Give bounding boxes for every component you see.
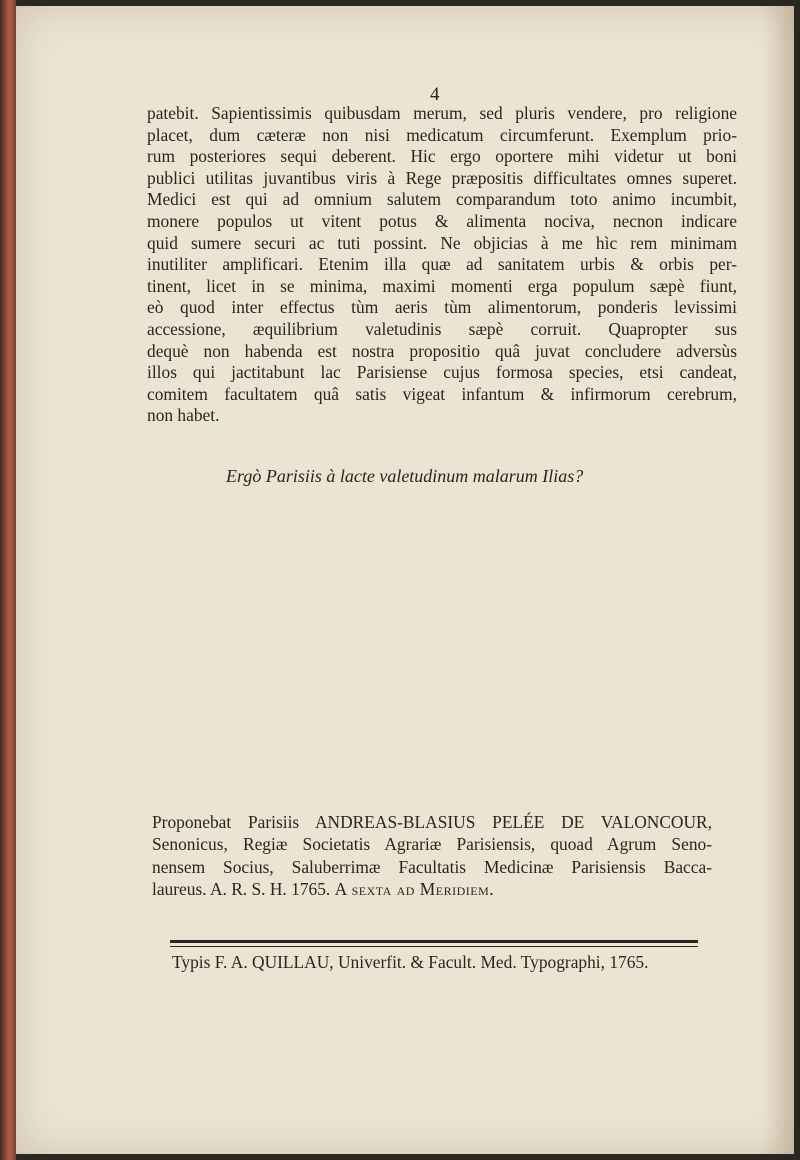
thick-rule bbox=[170, 940, 698, 943]
printer-imprint: Typis F. A. QUILLAU, Univerfit. & Facult. Med. Typographi, 1765. bbox=[172, 952, 649, 972]
proponent-line: Senonicus, Regiæ Societatis Agrariæ Parisiensis, quoad Agrum Seno- bbox=[152, 834, 712, 855]
thesis-question: Ergò Parisiis à lacte valetudinum malarum Ilias? bbox=[226, 466, 584, 486]
body-line: comitem facultatem quâ satis vigeat infantum & infirmorum cerebrum, bbox=[147, 383, 737, 404]
body-paragraph bbox=[147, 103, 737, 427]
proponent-paragraph bbox=[152, 811, 712, 901]
body-line: non habet. bbox=[147, 405, 220, 426]
body-line: publici utilitas juvantibus viris à Rege præpositis difficultates omnes superet. bbox=[147, 167, 737, 188]
body-line: patebit. Sapientissimis quibusdam merum, sed pluris vendere, pro religione bbox=[147, 103, 737, 123]
body-line: accessione, æquilibrium valetudinis sæpè corruit. Quapropter sus bbox=[147, 318, 737, 339]
body-line: quid sumere securi ac tuti possint. Ne objicias à me hìc rem minimam bbox=[147, 232, 737, 253]
proponent-line: nensem Socius, Saluberrimæ Facultatis Medicinæ Parisiensis Bacca- bbox=[152, 856, 712, 877]
body-line: monere populos ut vitent potus & alimenta nociva, necnon indicare bbox=[147, 210, 737, 231]
proponent-line bbox=[152, 878, 712, 900]
body-line: tinent, licet in se minima, maximi momenti erga populum sæpè fiunt, bbox=[147, 275, 737, 296]
body-line: dequè non habenda est nostra propositio quâ juvat concludere adversùs bbox=[147, 340, 737, 361]
body-line: illos qui jactitabunt lac Parisiense cujus formosa species, etsi candeat, bbox=[147, 362, 737, 383]
proponent-line: Proponebat Parisiis ANDREAS-BLASIUS PELÉE DE VALONCOUR, bbox=[152, 812, 712, 832]
body-line: inutiliter amplificari. Etenim illa quæ ad sanitatem urbis & orbis per- bbox=[147, 254, 737, 275]
body-line: rum posteriores sequi deberent. Hic ergo oportere mihi videtur ut boni bbox=[147, 146, 737, 167]
body-line: Medici est qui ad omnium salutem comparandum toto animo incumbit, bbox=[147, 189, 737, 210]
disputation-time: A sexta ad Meridiem. bbox=[334, 879, 495, 900]
body-line: placet, dum cæteræ non nisi medicatum circumferunt. Exemplum prio- bbox=[147, 124, 737, 145]
book-spine-edge bbox=[0, 0, 16, 1160]
proponent-line-prefix: laureus. A. R. S. H. 1765. bbox=[152, 879, 331, 900]
thin-rule bbox=[170, 946, 698, 947]
page-number: 4 bbox=[430, 84, 440, 105]
body-line: eò quod inter effectus tùm aeris tùm alimentorum, ponderis levissimi bbox=[147, 297, 737, 318]
